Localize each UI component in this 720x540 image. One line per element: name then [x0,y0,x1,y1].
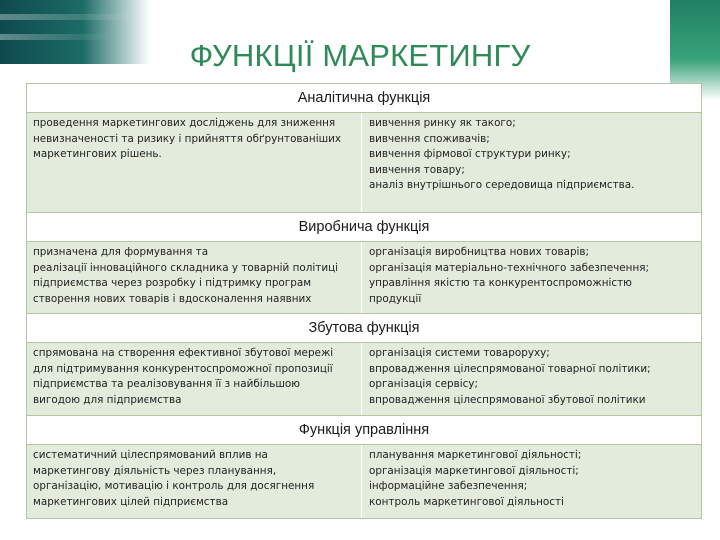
description-line: проведення маркетингових досліджень для зниження [33,117,336,129]
description-line: реалізації інноваційного складника у товарній політиці [33,261,339,274]
tasks-cell [362,343,701,415]
task-line: організація виробництва нових товарів; [369,246,590,258]
decoration-streak [0,14,140,20]
description-cell [27,113,362,212]
task-line: планування маркетингової діяльності; [369,449,582,461]
description-line: систематичний цілеспрямований вплив на [33,449,268,461]
description-cell [27,445,362,518]
task-line: організація матеріально-технічного забезпечення; [369,261,649,274]
description-line: підприємства через розробку і підтримку програм [33,277,312,289]
task-line: інформаційне забезпечення; [369,480,528,492]
task-line: управління якістю та конкурентоспроможністю [369,277,632,289]
task-line: контроль маркетингової діяльності [369,495,564,508]
functions-table [26,83,702,519]
tasks-cell [362,242,701,313]
section-row-production [27,242,701,314]
description-line: організацію, мотивацію і контроль для досягнення [33,480,315,492]
page-title: ФУНКЦІЇ МАРКЕТИНГУ [189,38,531,73]
description-line: створення нових товарів і вдосконалення наявних [33,292,312,305]
task-line: продукції [369,292,422,305]
section-row-analytical [27,113,701,213]
description-line: для підтримування конкурентоспроможної пропозиції [33,362,333,375]
task-line: організація системи товароруху; [369,347,550,359]
task-line: вивчення товару; [369,163,465,176]
section-header-analytical: Аналітична функція [27,84,701,113]
description-line: маркетингових цілей підприємства [33,495,229,508]
description-line: маркетингових рішень. [33,148,162,160]
description-line: призначена для формування та [33,246,209,258]
section-row-sales [27,343,701,416]
task-line: організація маркетингової діяльності; [369,464,579,477]
task-line: організація сервісу; [369,378,478,390]
tasks-cell [362,113,701,212]
task-line: вивчення фірмової структури ринку; [369,148,571,160]
description-line: невизначеності та ризику і прийняття обґрунтованіших [33,132,342,145]
section-row-management [27,445,701,518]
description-line: підприємства та реалізовування її з найбільшою [33,378,300,390]
task-line: впровадження цілеспрямованої товарної політики; [369,362,651,375]
section-header-sales: Збутова функція [27,314,701,343]
task-line: вивчення споживачів; [369,132,490,145]
description-line: маркетингову діяльність через планування, [33,464,277,477]
description-line: спрямована на створення ефективної збутової мережі [33,347,334,359]
task-line: аналіз внутрішнього середовища підприємства. [369,179,635,191]
description-cell [27,242,362,313]
tasks-cell [362,445,701,518]
section-header-management: Функція управління [27,416,701,445]
task-line: впровадження цілеспрямованої збутової політики [369,393,646,406]
section-header-production: Виробнича функція [27,213,701,242]
description-cell [27,343,362,415]
task-line: вивчення ринку як такого; [369,117,516,129]
description-line: вигодою для підприємства [33,393,182,406]
